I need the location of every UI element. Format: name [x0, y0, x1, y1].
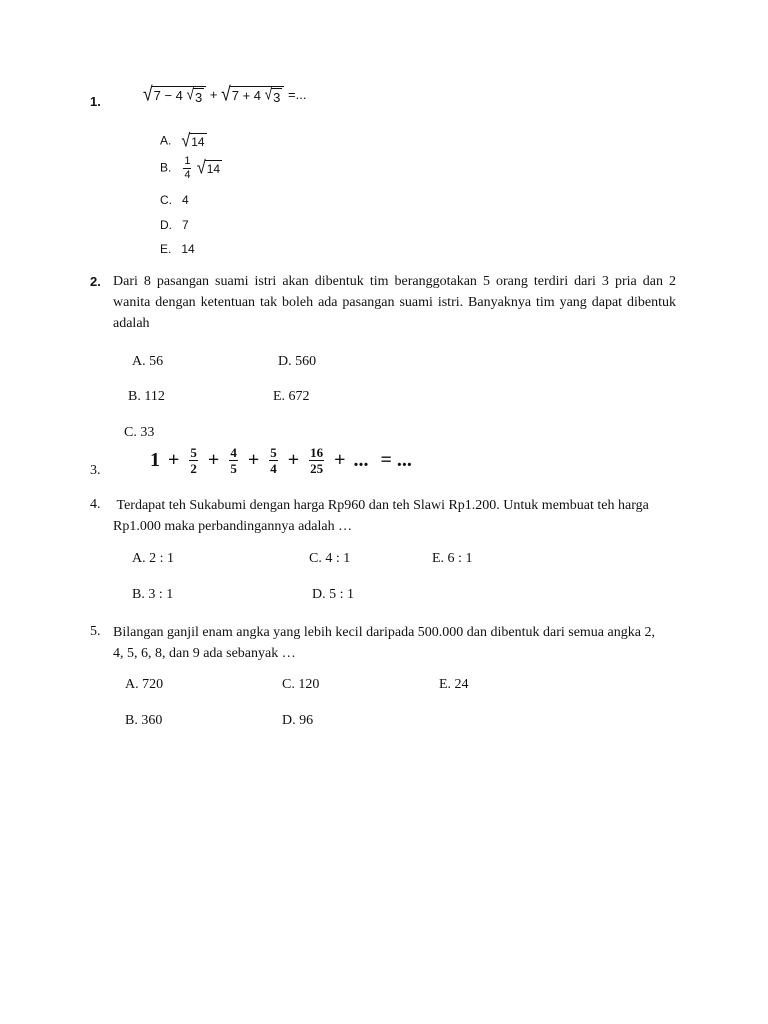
question-3-number: 3.	[90, 463, 101, 478]
question-2-text: Dari 8 pasangan suami istri akan dibentuk tim beranggotakan 5 orang terdiri dari 3 pria dan 2 wanita dengan ketentuan tak boleh ada pasangan suami istri. Banyaknya tim yang dapat dibentuk adalah	[113, 274, 676, 331]
radical-1: √ 7 − 4 √ 3	[143, 86, 206, 106]
question-5-number: 5.	[90, 624, 101, 639]
q2-option-e: E. 672	[273, 389, 310, 404]
q5-option-a: A. 720	[125, 677, 164, 692]
q2-option-c: C. 33	[124, 425, 155, 440]
plus-sign: +	[247, 448, 260, 471]
plus-sign: +	[209, 87, 218, 103]
fraction-4-5: $\frac{4}{5}$	[230, 444, 237, 476]
inner-radicand-2: 3	[273, 90, 281, 105]
q4-option-e: E. 6 : 1	[432, 551, 473, 566]
question-2-number: 2.	[90, 274, 101, 289]
radicand-2-part: 7 + 4	[231, 88, 262, 104]
option-label: E.	[160, 242, 172, 256]
q2-option-a: A. 56	[132, 354, 164, 369]
question-4-number: 4.	[90, 497, 101, 512]
equals-tail: = ...	[380, 448, 412, 471]
q4-option-c: C. 4 : 1	[309, 551, 351, 566]
q1-option-e	[160, 242, 195, 256]
option-label: C.	[160, 193, 172, 207]
option-e-value: 14	[181, 242, 195, 256]
option-label: A.	[160, 133, 172, 148]
ellipsis: ...	[353, 448, 369, 471]
q4-option-d: D. 5 : 1	[312, 587, 354, 602]
plus-sign: +	[168, 448, 180, 471]
q4-option-b: B. 3 : 1	[132, 587, 174, 602]
q4-option-a: A. 2 : 1	[132, 551, 174, 566]
option-c-value: 4	[182, 193, 189, 207]
q1-option-d	[160, 218, 189, 232]
question-3-expression	[150, 442, 412, 478]
question-1-number: 1.	[90, 94, 101, 109]
option-d-value: 7	[182, 218, 189, 232]
fraction-16-25: $\frac{16}{25}$	[310, 444, 324, 476]
q5-option-b: B. 360	[125, 713, 163, 728]
equals-tail: =...	[288, 87, 307, 103]
q5-option-d: D. 96	[282, 713, 314, 728]
option-label: B.	[160, 160, 172, 175]
fraction-5-2: $\frac{5}{2}$	[190, 444, 197, 476]
q2-option-b: B. 112	[128, 389, 165, 404]
option-b-value: 14	[206, 162, 221, 177]
option-a-value: 14	[191, 135, 205, 149]
fraction-numerator: 1	[184, 155, 191, 167]
term-one: 1	[150, 448, 160, 471]
option-label: D.	[160, 218, 172, 232]
plus-sign: +	[207, 448, 220, 471]
q2-option-d: D. 560	[278, 354, 317, 369]
q1-option-b: B. $\frac{1}{4}$ √ 14	[160, 155, 221, 181]
q5-option-c: C. 120	[282, 677, 320, 692]
plus-sign: +	[334, 448, 346, 471]
question-4-text: Terdapat teh Sukabumi dengan harga Rp960 dan teh Slawi Rp1.200. Untuk membuat teh harga Rp1.000 maka perbandingannya adalah …	[113, 498, 653, 534]
fraction-5-4: $\frac{5}{4}$	[270, 444, 277, 476]
question-1-expression	[143, 82, 307, 106]
q1-option-a: A. √ 14	[160, 130, 205, 152]
fraction-denominator: 4	[184, 169, 191, 181]
q5-option-e: E. 24	[439, 677, 469, 692]
radical-2: √ 7 + 4 √ 3	[221, 86, 284, 106]
plus-sign: +	[287, 448, 300, 471]
radicand-1-part: 7 − 4	[153, 88, 183, 104]
q1-option-c	[160, 193, 189, 207]
question-5-text: Bilangan ganjil enam angka yang lebih kecil daripada 500.000 dan dibentuk dari semua angka 2, 4, 5, 6, 8, dan 9 ada sebanyak …	[113, 625, 655, 661]
inner-radicand-1: 3	[195, 90, 203, 105]
